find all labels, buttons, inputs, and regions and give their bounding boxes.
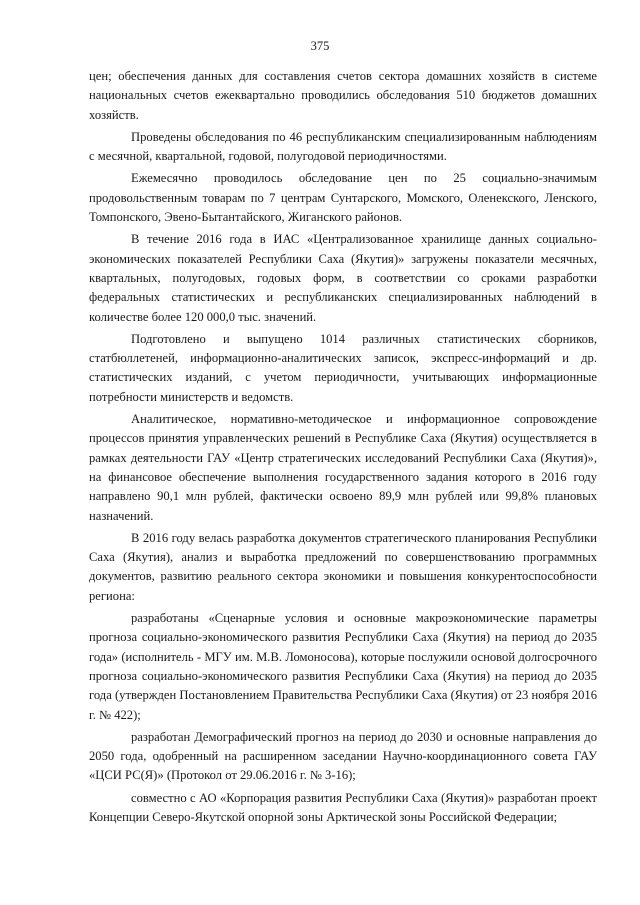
paragraph-strategic-planning: В 2016 году велась разработка документов стратегического планирования Республики Саха (Якутия), анализ и выработка предложений по совершенствованию программных документов, развитию реального сектора экономики и повышения конкурентоспособности региона: xyxy=(89,530,597,603)
document-body xyxy=(89,67,597,830)
paragraph-scenario-conditions: разработаны «Сценарные условия и основные макроэкономические параметры прогноза социально-экономического развития Республики Саха (Якутия) на период до 2035 года» (исполнитель - МГУ им. М.В. Ломоносова), которые послужили основой долгосрочного прогноза социально-экономического развития Республики Саха (Якутия) на период до 2035 года (утвержден Постановлением Правительства Республики Саха (Якутия) от 23 ноября 2016 г. № 422); xyxy=(89,611,597,722)
paragraph-arctic-zone-concept: совместно с АО «Корпорация развития Республики Саха (Якутия)» разработан проект Концепции Северо-Якутской опорной зоны Арктической зоны Российской Федерации; xyxy=(89,790,597,824)
paragraph-households-surveys: цен; обеспечения данных для составления счетов сектора домашних хозяйств в системе национальных счетов ежеквартально проводились обследования 510 бюджетов домашних хозяйств. xyxy=(89,69,597,122)
paragraph-analytical-support: Аналитическое, нормативно-методическое и информационное сопровождение процессов принятия управленческих решений в Республике Саха (Якутия) осуществляется в рамках деятельности ГАУ «Центр стратегических исследований Республики Саха (Якутия)», на финансовое обеспечение выполнения государственного задания которого в 2016 году направлено 90,1 млн рублей, фактически освоено 89,9 млн рублей или 99,8% плановых назначений. xyxy=(89,412,597,523)
page-number: 375 xyxy=(310,39,330,53)
paragraph-ias-data-warehouse: В течение 2016 года в ИАС «Централизованное хранилище данных социально-экономических показателей Республики Саха (Якутия)» загружены показатели месячных, квартальных, полугодовых, годовых форм, в соответствии со сроками разработки федеральных статистических и республиканских специализированных наблюдений в количестве более 120 000,0 тыс. значений. xyxy=(89,232,597,324)
paragraph-specialized-surveys: Проведены обследования по 46 республиканским специализированным наблюдениям с месячной, квартальной, годовой, полугодовой периодичностями. xyxy=(89,129,597,164)
paragraph-demographic-forecast: разработан Демографический прогноз на период до 2030 и основные направления до 2050 года, одобренный на расширенном заседании Научно-координационного совета ГАУ «ЦСИ РС(Я)» (Протокол от 29.06.2016 г. № 3-16); xyxy=(89,729,597,783)
paragraph-price-survey: Ежемесячно проводилось обследование цен по 25 социально-значимым продовольственным товарам по 7 центрам Сунтарского, Момского, Оленекского, Ленского, Томпонского, Эвено-Бытантайского, Жиганского районов. xyxy=(89,171,597,225)
paragraph-publications: Подготовлено и выпущено 1014 различных статистических сборников, статбюллетеней, информационно-аналитических записок, экспресс-информаций и др. статистических изданий, с учетом периодичности, учитывающих информационные потребности министерств и ведомств. xyxy=(89,331,597,404)
